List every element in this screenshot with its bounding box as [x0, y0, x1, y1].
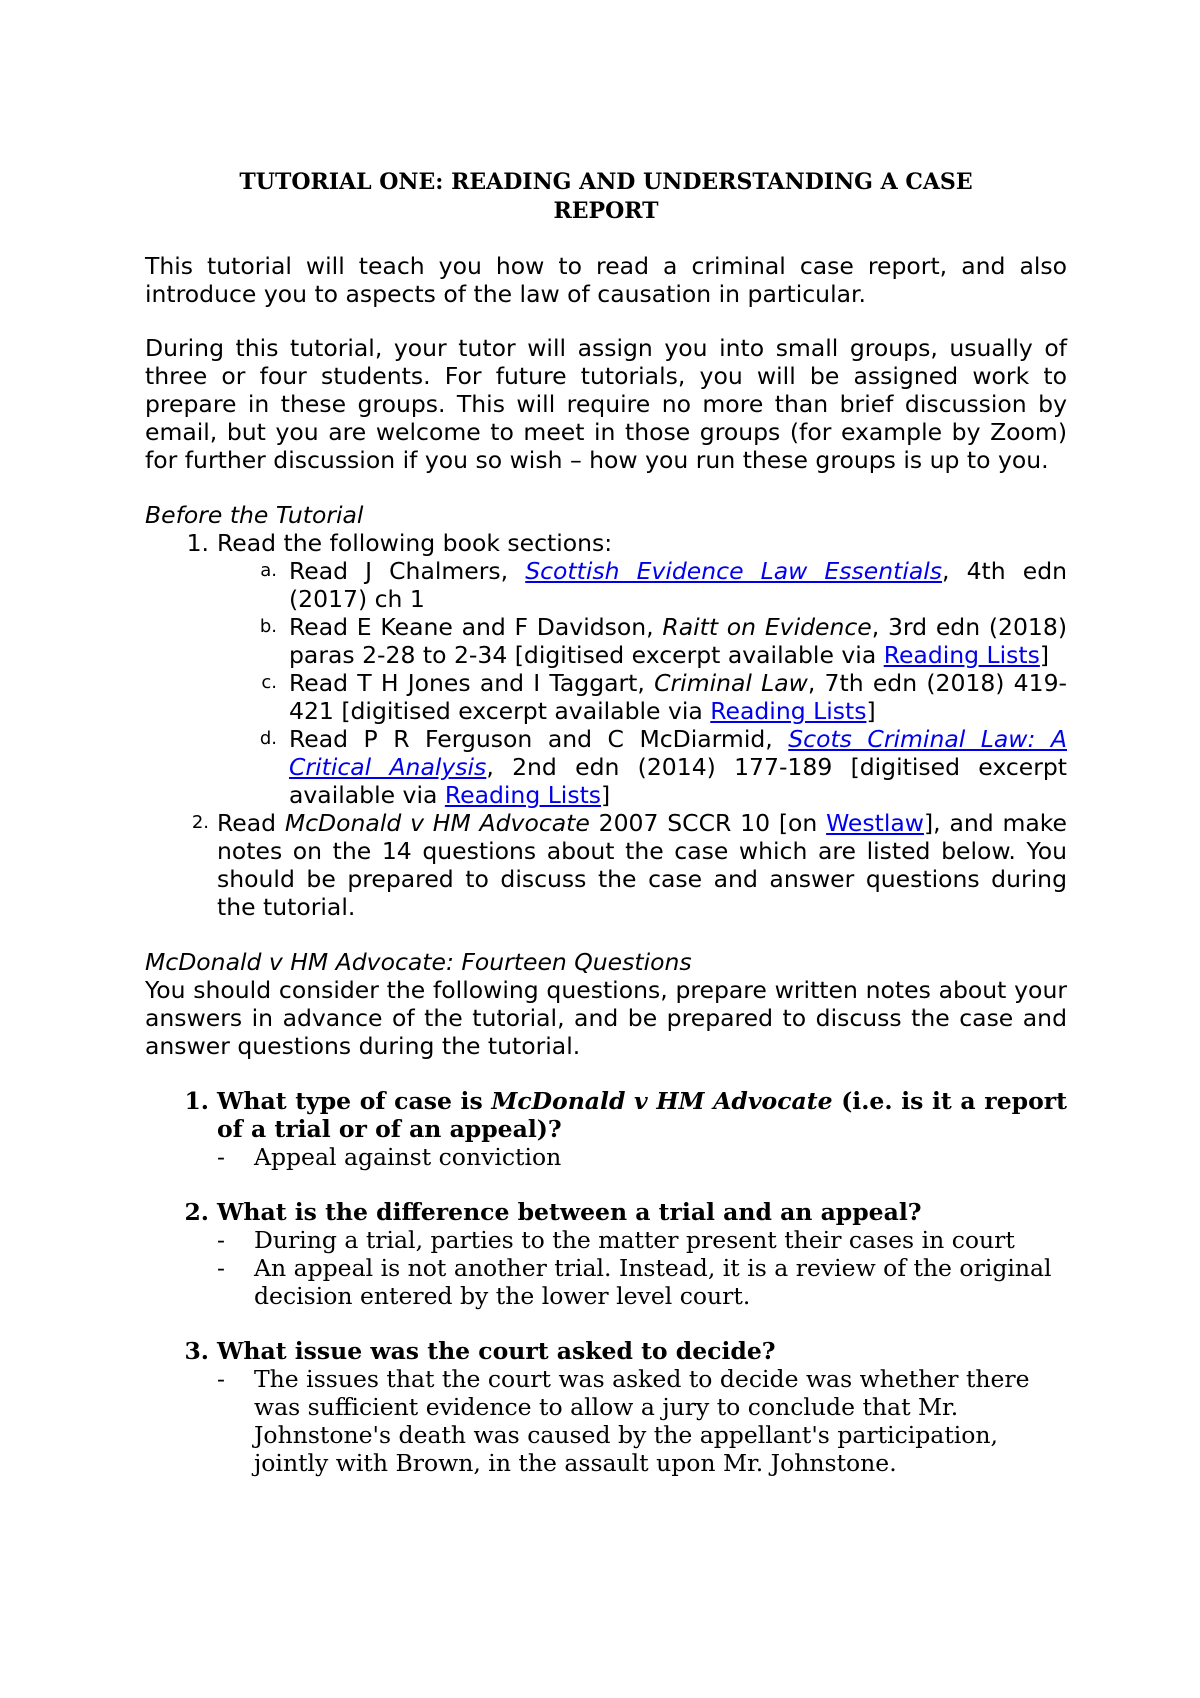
- title-line-1: TUTORIAL ONE: READING AND UNDERSTANDING A CASE: [239, 169, 973, 195]
- document-page: [145, 168, 1067, 1477]
- question-text: What issue was the court asked to decide?: [217, 1337, 776, 1365]
- list-item-text: Read the following book sections:: [217, 529, 613, 557]
- dash-bullet: -: [217, 1254, 225, 1282]
- dash-bullet: -: [217, 1226, 225, 1254]
- sub-item-b: [145, 613, 1067, 669]
- answer-text: During a trial, parties to the matter present their cases in court: [254, 1226, 1015, 1254]
- dash-bullet: -: [217, 1365, 225, 1393]
- intro-paragraph: This tutorial will teach you how to read a criminal case report, and also introduce you to aspects of the law of causation in particular.: [145, 252, 1067, 308]
- question-text: What type of case is McDonald v HM Advocate (i.e. is it a report of a trial or of an appeal)?: [217, 1087, 1067, 1143]
- questions-intro: You should consider the following questions, prepare written notes about your answers in advance of the tutorial, and be prepared to discuss the case and answer questions during the tutorial.: [145, 976, 1067, 1060]
- question-text: What is the difference between a trial and an appeal?: [217, 1198, 922, 1226]
- answer-item: [145, 1143, 1067, 1171]
- questions-heading: McDonald v HM Advocate: Fourteen Questions: [145, 948, 692, 976]
- sub-item-a: [145, 557, 1067, 613]
- answer-text: An appeal is not another trial. Instead, it is a review of the original decision entered by the lower level court.: [254, 1254, 1052, 1310]
- reading-lists-link[interactable]: Reading Lists: [444, 781, 602, 809]
- reading-lists-link[interactable]: Reading Lists: [710, 697, 867, 725]
- answer-text: Appeal against conviction: [254, 1143, 562, 1171]
- westlaw-link[interactable]: Westlaw: [826, 809, 925, 837]
- sub-item-text: Read J Chalmers, Scottish Evidence Law Essentials, 4th edn (2017) ch 1: [289, 557, 1068, 613]
- sub-item-text: Read T H Jones and I Taggart, Criminal Law, 7th edn (2018) 419-421 [digitised excerpt available via Reading Lists]: [289, 669, 1068, 725]
- sub-letter: a.: [260, 560, 277, 581]
- before-tutorial-heading: Before the Tutorial: [145, 501, 364, 529]
- question-1: [145, 1087, 1067, 1143]
- scots-criminal-law-link[interactable]: Scots Criminal Law: A Critical Analysis: [289, 725, 1067, 781]
- sub-letter: d.: [259, 728, 277, 749]
- sub-item-c: [145, 669, 1067, 725]
- answer-text: The issues that the court was asked to decide was whether there was sufficient evidence to allow a jury to conclude that Mr. Johnstone's death was caused by the appellant's participation, jointly with Brown, in the assault upon Mr. Johnstone.: [254, 1365, 1030, 1477]
- question-number: 3.: [184, 1337, 209, 1365]
- question-2: [145, 1198, 1067, 1226]
- answer-item: [145, 1254, 1067, 1310]
- list-item-text: Read McDonald v HM Advocate 2007 SCCR 10 [on Westlaw], and make notes on the 14 questions about the case which are listed below. You should be prepared to discuss the case and answer questions during the tutorial.: [217, 809, 1068, 921]
- list-number: 1.: [186, 529, 209, 557]
- question-number: 2.: [184, 1198, 209, 1226]
- question-3: [145, 1337, 1067, 1365]
- list-item-1: [145, 529, 1067, 557]
- page-title: [145, 168, 1067, 226]
- scottish-evidence-link[interactable]: Scottish Evidence Law Essentials: [525, 557, 943, 585]
- sub-item-d: [145, 725, 1067, 809]
- sub-item-text: Read P R Ferguson and C McDiarmid, Scots Criminal Law: A Critical Analysis, 2nd edn (2014) 177-189 [digitised excerpt available via Reading Lists]: [289, 725, 1067, 809]
- sub-item-text: Read E Keane and F Davidson, Raitt on Evidence, 3rd edn (2018) paras 2-28 to 2-34 [digitised excerpt available via Reading Lists]: [289, 613, 1067, 669]
- sub-letter: b.: [259, 616, 277, 637]
- reading-lists-link[interactable]: Reading Lists: [883, 641, 1040, 669]
- answer-item: [145, 1365, 1067, 1477]
- list-number: 2.: [191, 812, 209, 833]
- groups-paragraph: During this tutorial, your tutor will assign you into small groups, usually of three or four students. For future tutorials, you will be assigned work to prepare in these groups. This will require no more than brief discussion by email, but you are welcome to meet in those groups (for example by Zoom) for further discussion if you so wish – how you run these groups is up to you.: [145, 334, 1067, 474]
- title-line-2: REPORT: [553, 198, 659, 224]
- question-number: 1.: [184, 1087, 209, 1115]
- answer-item: [145, 1226, 1067, 1254]
- dash-bullet: -: [217, 1143, 225, 1171]
- list-item-2: [145, 809, 1067, 921]
- sub-letter: c.: [261, 672, 277, 693]
